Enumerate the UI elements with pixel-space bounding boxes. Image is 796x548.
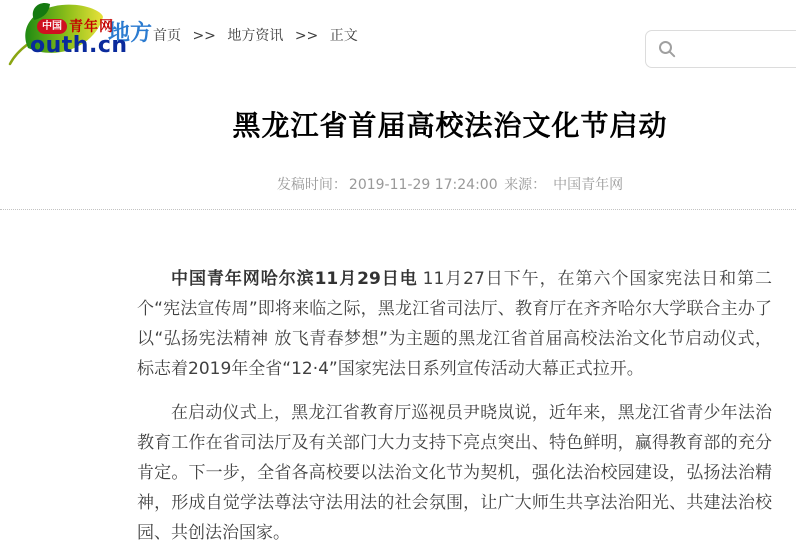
publish-time-value: 2019-11-29 17:24:00 <box>348 177 498 193</box>
article-title: 黑龙江省首届高校法治文化节启动 <box>232 109 668 142</box>
paragraph-lead-dateline: 中国青年网哈尔滨11月29日电 <box>171 269 418 289</box>
article-body <box>0 210 796 548</box>
source-label: 来源： <box>504 177 547 193</box>
article-paragraph <box>137 264 772 384</box>
search-icon[interactable] <box>657 39 677 59</box>
breadcrumb-current-article: 正文 <box>329 28 358 44</box>
paragraph-text: 在启动仪式上，黑龙江省教育厅巡视员尹晓岚说，近年来，黑龙江省青少年法治教育工作在省司法厅及有关部门大力支持下亮点突出、特色鲜明，赢得教育部的充分肯定。下一步，全省各高校要以法治文化节为契机，强化法治校园建设，弘扬法治精神，形成自觉学法尊法守法用法的社会氛围，让广大师生共享法治阳光、共建法治校园、共创法治国家。 <box>137 403 772 543</box>
article-paragraph <box>137 398 772 548</box>
search-box[interactable] <box>645 30 796 68</box>
site-header <box>0 0 796 80</box>
search-input[interactable] <box>683 33 796 65</box>
publish-time-label: 发稿时间： <box>276 177 347 193</box>
source-name: 中国青年网 <box>553 177 624 193</box>
article-meta <box>104 174 796 194</box>
logo-badge: 中国 <box>37 19 67 34</box>
breadcrumb <box>153 25 358 45</box>
logo-domain-text: outh.cn <box>30 33 128 58</box>
paragraph-text: 11月27日下午，在第六个国家宪法日和第二个“宪法宣传周”即将来临之际，黑龙江省司法厅、教育厅在齐齐哈尔大学联合主办了以“弘扬宪法精神 放飞青春梦想”为主题的黑龙江省首届高校法治文化节启动仪式，标志着2019年全省“12·4”国家宪法日系列宣传活动大幕正式拉开。 <box>137 269 772 379</box>
breadcrumb-local-news[interactable]: 地方资讯 <box>227 28 284 44</box>
logo-badge-suffix: 青年网 <box>69 19 114 35</box>
youth-cn-logo[interactable] <box>4 2 128 66</box>
breadcrumb-home[interactable]: 首页 <box>153 28 181 44</box>
article-header <box>104 104 796 194</box>
section-label-difang[interactable]: 地方 <box>108 21 153 46</box>
breadcrumb-separator: >> <box>294 28 319 44</box>
breadcrumb-separator: >> <box>192 28 216 44</box>
